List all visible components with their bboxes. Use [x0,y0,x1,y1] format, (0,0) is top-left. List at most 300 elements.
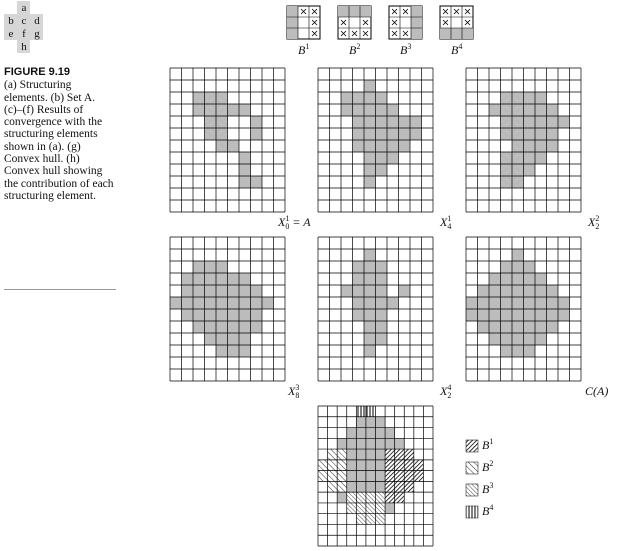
hull-cell [366,514,376,525]
filled-cell [524,140,536,152]
hull-cell [366,503,376,514]
hull-cell [385,481,395,492]
hull-cell [366,438,376,449]
filled-cell [501,333,513,345]
legend-swatch-4 [466,506,478,518]
hull-cell [376,417,386,428]
filled-cell [364,345,376,357]
filled-cell [501,309,513,321]
filled-cell [524,261,536,273]
hull-cell [404,460,414,471]
filled-cell [535,116,547,128]
filled-cell [239,152,251,164]
filled-cell [228,285,240,297]
filled-cell [512,261,524,273]
hull-cell [376,514,386,525]
panel-label-2: X 1 4 [440,214,452,232]
filled-cell [216,333,228,345]
filled-cell [535,104,547,116]
key-d: d [34,15,40,27]
filled-cell [512,176,524,188]
filled-cell [547,116,559,128]
filled-cell [251,116,263,128]
filled-cell [262,297,274,309]
panel-label-1: X 1 0 = A [278,214,311,232]
hull-cell [337,492,347,503]
hull-cell [328,481,338,492]
filled-cell [376,261,388,273]
filled-cell [399,116,411,128]
hull-cell [366,449,376,460]
filled-cell [239,333,251,345]
legend-swatch-3 [466,484,478,496]
filled-cell [547,128,559,140]
filled-cell [489,333,501,345]
filled-cell [364,285,376,297]
filled-cell [228,104,240,116]
filled-cell [376,333,388,345]
filled-cell [193,104,205,116]
hull-cell [366,417,376,428]
caption-text: (a) Structuring elements. (b) Set A. (c)–(f) Results of convergence with the structuring elements shown in (a). (g) Convex hull. (h) Convex hull showing the contribution of each structuring element. [4,79,114,202]
filled-cell [205,273,217,285]
filled-cell [364,164,376,176]
filled-cell [376,285,388,297]
filled-cell [501,164,513,176]
filled-cell [228,345,240,357]
filled-cell [512,345,524,357]
filled-cell [512,297,524,309]
filled-cell [193,285,205,297]
hull-cell [356,428,366,439]
filled-cell [205,297,217,309]
filled-cell [558,297,570,309]
filled-cell [193,273,205,285]
key-e: e [8,28,14,40]
hull-cell [356,481,366,492]
filled-cell [205,104,217,116]
hull-cell [385,460,395,471]
filled-cell [216,345,228,357]
filled-cell [489,273,501,285]
filled-cell [512,152,524,164]
hull-cell [395,449,405,460]
hull-cell [356,471,366,482]
filled-cell [466,297,478,309]
hull-cell [385,471,395,482]
legend-swatch-2 [466,462,478,474]
hull-cell [395,438,405,449]
filled-cell [535,140,547,152]
filled-cell [558,116,570,128]
hull-cell [347,438,357,449]
filled-cell [410,116,422,128]
filled-cell [239,285,251,297]
filled-cell [239,345,251,357]
filled-cell [478,321,490,333]
filled-cell [376,321,388,333]
filled-cell [239,104,251,116]
filled-cell [353,128,365,140]
hull-cell [337,438,347,449]
filled-cell [182,297,194,309]
hull-cell [337,481,347,492]
filled-cell [193,309,205,321]
hull-cell [356,492,366,503]
filled-cell [251,176,263,188]
filled-cell [364,80,376,92]
filled-cell [353,104,365,116]
legend-label-4: $B^4$ [482,503,494,518]
key-a: a [21,2,27,14]
hull-cell [356,460,366,471]
filled-cell [387,128,399,140]
filled-cell [228,321,240,333]
panel-label-4: X 3 8 [288,383,300,401]
filled-cell [182,309,194,321]
filled-cell [376,152,388,164]
filled-cell [399,285,411,297]
filled-cell [239,273,251,285]
filled-cell [205,285,217,297]
key-c: c [21,15,27,27]
filled-cell [489,321,501,333]
filled-cell [387,152,399,164]
filled-cell [535,285,547,297]
filled-cell [205,261,217,273]
filled-cell [478,297,490,309]
filled-cell [205,309,217,321]
filled-cell [399,140,411,152]
filled-cell [239,321,251,333]
structuring-element-2 [338,6,371,39]
panel-2 [318,68,433,212]
key-f: f [22,28,26,40]
filled-cell [524,128,536,140]
key-g: g [34,28,40,40]
filled-cell [193,261,205,273]
filled-cell [193,321,205,333]
hull-cell [347,503,357,514]
filled-cell [216,321,228,333]
filled-cell [387,104,399,116]
hull-cell [376,460,386,471]
filled-cell [535,128,547,140]
hull-cell [366,471,376,482]
panel-4 [170,237,285,381]
filled-cell [376,273,388,285]
filled-cell [251,285,263,297]
filled-cell [501,116,513,128]
filled-cell [387,140,399,152]
filled-cell [524,285,536,297]
filled-cell [535,309,547,321]
hull-cell [414,460,424,471]
filled-cell [353,309,365,321]
filled-cell [524,297,536,309]
filled-cell [341,104,353,116]
se-label-1: $B^1$ [298,42,310,57]
filled-cell [239,176,251,188]
filled-cell [364,273,376,285]
filled-cell [524,92,536,104]
figure-number: FIGURE 9.19 [4,66,71,78]
filled-cell [251,321,263,333]
filled-cell [205,92,217,104]
filled-cell [228,140,240,152]
filled-cell [353,285,365,297]
filled-cell [353,92,365,104]
hull-cell [395,471,405,482]
filled-cell [205,333,217,345]
filled-cell [558,309,570,321]
hull-cell [376,503,386,514]
legend-swatch-1 [466,440,478,452]
filled-cell [376,140,388,152]
hull-cell [404,471,414,482]
filled-cell [547,321,559,333]
filled-cell [376,164,388,176]
filled-cell [353,116,365,128]
hull-cell [347,481,357,492]
filled-cell [512,333,524,345]
filled-cell [216,104,228,116]
filled-cell [170,297,182,309]
filled-cell [524,321,536,333]
filled-cell [489,104,501,116]
hull-cell [356,438,366,449]
filled-cell [489,309,501,321]
filled-cell [216,92,228,104]
filled-cell [216,116,228,128]
filled-cell [387,116,399,128]
filled-cell [478,309,490,321]
filled-cell [512,321,524,333]
hull-cell [366,492,376,503]
filled-cell [524,345,536,357]
filled-cell [524,333,536,345]
hull-cell [385,428,395,439]
filled-cell [376,128,388,140]
filled-cell [547,140,559,152]
hull-cell [347,460,357,471]
hull-cell [328,449,338,460]
hull-cell [347,492,357,503]
se-label-4: $B^4$ [451,42,463,57]
filled-cell [501,152,513,164]
filled-cell [512,309,524,321]
filled-cell [228,297,240,309]
hull-cell [366,481,376,492]
filled-cell [251,309,263,321]
filled-cell [228,309,240,321]
filled-cell [501,92,513,104]
filled-cell [364,249,376,261]
filled-cell [364,309,376,321]
hull-cell [366,428,376,439]
hull-cell [404,449,414,460]
filled-cell [216,285,228,297]
filled-cell [466,309,478,321]
filled-cell [524,309,536,321]
filled-cell [535,333,547,345]
structuring-element-3 [389,6,422,39]
filled-cell [524,164,536,176]
filled-cell [364,333,376,345]
hull-cell [347,449,357,460]
filled-cell [239,297,251,309]
filled-cell [501,321,513,333]
filled-cell [205,128,217,140]
hull-cell [318,460,328,471]
panel-1 [170,68,285,212]
hull-cell [376,471,386,482]
filled-cell [364,297,376,309]
filled-cell [364,92,376,104]
filled-cell [216,140,228,152]
filled-cell [512,164,524,176]
filled-cell [364,128,376,140]
panel-5 [318,237,433,381]
hull-cell [318,471,328,482]
filled-cell [182,273,194,285]
panel-label-3: X 2 2 [588,214,600,232]
hull-cell [356,417,366,428]
filled-cell [193,297,205,309]
filled-cell [239,164,251,176]
filled-cell [501,297,513,309]
filled-cell [535,321,547,333]
hull-cell [347,471,357,482]
filled-cell [512,128,524,140]
filled-cell [535,273,547,285]
panel-label-5: X 4 2 [440,383,452,401]
filled-cell [512,273,524,285]
filled-cell [376,116,388,128]
hull-cell [347,428,357,439]
filled-cell [216,309,228,321]
key-h: h [21,41,27,53]
hull-cell [328,460,338,471]
filled-cell [182,285,194,297]
filled-cell [216,261,228,273]
filled-cell [501,273,513,285]
structuring-element-1 [287,6,320,39]
filled-cell [376,104,388,116]
filled-cell [547,104,559,116]
hull-cell [366,460,376,471]
filled-cell [501,261,513,273]
filled-cell [547,285,559,297]
filled-cell [353,140,365,152]
hull-cell [385,492,395,503]
filled-cell [535,92,547,104]
filled-cell [216,297,228,309]
filled-cell [387,297,399,309]
filled-cell [364,176,376,188]
se-label-2: $B^2$ [349,42,361,57]
filled-cell [364,116,376,128]
filled-cell [489,297,501,309]
filled-cell [399,128,411,140]
key-b: b [8,15,14,27]
hull-cell [376,428,386,439]
hull-cell [395,460,405,471]
filled-cell [501,176,513,188]
se-label-3: $B^3$ [400,42,412,57]
filled-cell [239,309,251,321]
filled-cell [364,140,376,152]
filled-cell [364,261,376,273]
filled-cell [535,297,547,309]
hull-cell [395,481,405,492]
hull-cell [414,471,424,482]
filled-cell [353,273,365,285]
hull-cell [385,503,395,514]
legend-label-1: $B^1$ [482,437,494,452]
panel-hull [318,406,433,546]
filled-cell [512,116,524,128]
filled-cell [364,321,376,333]
hull-cell [376,449,386,460]
filled-cell [547,297,559,309]
filled-cell [364,152,376,164]
panel-label-6: C(A) [585,384,609,398]
hull-cell [376,438,386,449]
filled-cell [376,297,388,309]
panel-3 [466,68,581,212]
filled-cell [353,297,365,309]
filled-cell [547,309,559,321]
filled-cell [478,285,490,297]
filled-cell [216,128,228,140]
filled-cell [501,128,513,140]
filled-cell [501,285,513,297]
filled-cell [193,92,205,104]
filled-cell [512,104,524,116]
filled-cell [535,152,547,164]
filled-cell [205,321,217,333]
hull-cell [356,449,366,460]
filled-cell [216,273,228,285]
filled-cell [251,297,263,309]
filled-cell [410,128,422,140]
filled-cell [501,104,513,116]
filled-cell [524,104,536,116]
hull-cell [337,460,347,471]
filled-cell [205,116,217,128]
hull-cell [337,471,347,482]
filled-cell [524,273,536,285]
hull-cell [328,471,338,482]
filled-cell [364,104,376,116]
filled-cell [489,285,501,297]
filled-cell [341,92,353,104]
hull-cell [395,492,405,503]
hull-cell [376,481,386,492]
structuring-element-4 [440,6,473,39]
filled-cell [228,273,240,285]
legend-label-3: $B^3$ [482,481,494,496]
hull-cell [376,492,386,503]
filled-cell [524,152,536,164]
filled-cell [524,116,536,128]
filled-cell [228,333,240,345]
hull-cell [356,503,366,514]
filled-cell [251,128,263,140]
filled-cell [353,261,365,273]
filled-cell [512,285,524,297]
